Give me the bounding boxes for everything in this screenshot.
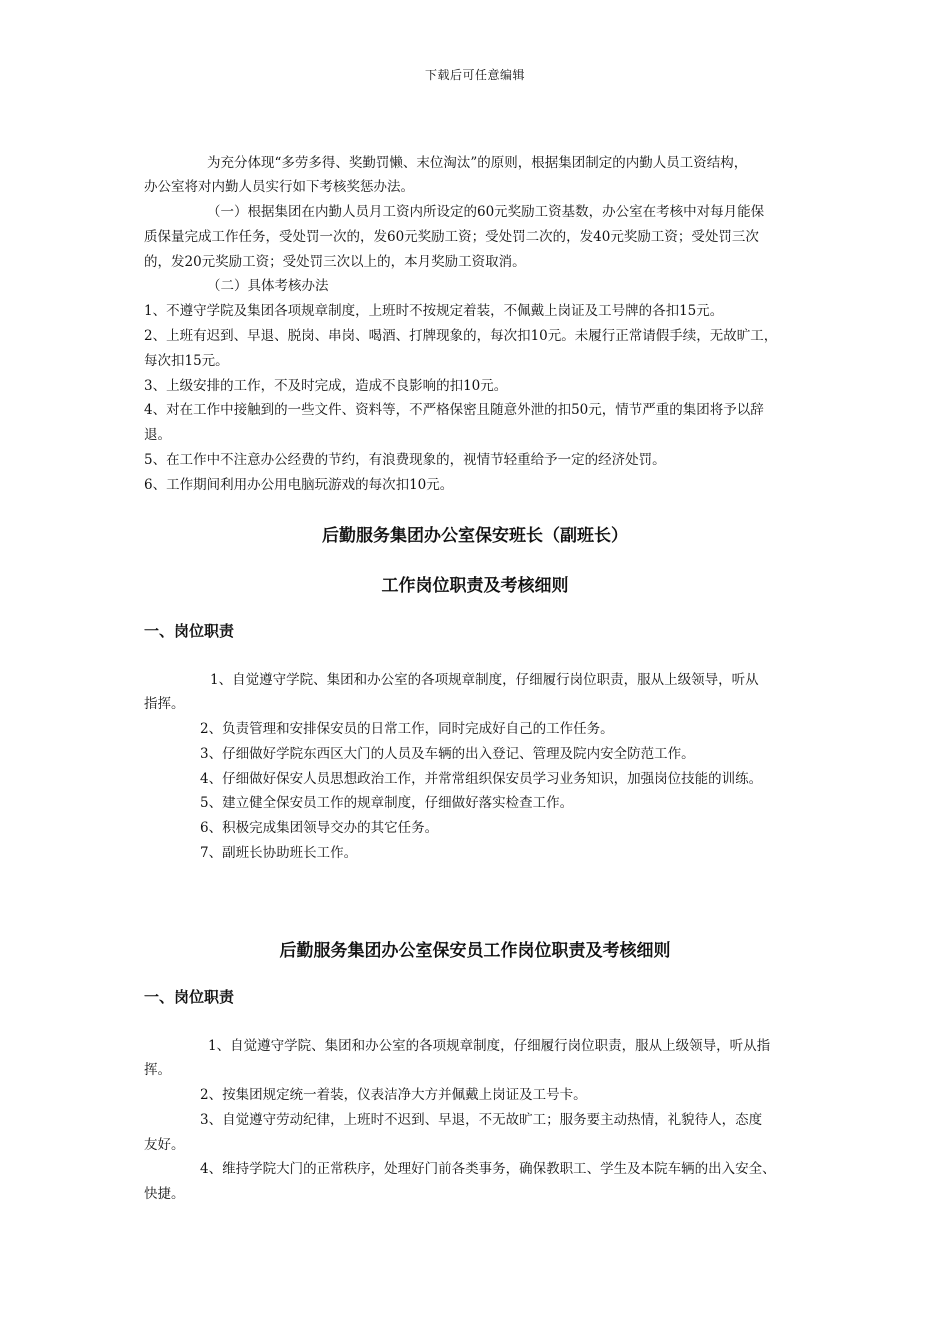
- section-heading: 一、岗位职责: [144, 622, 235, 640]
- list-item: 7、副班长协助班长工作。: [200, 845, 358, 861]
- clause-1-line-3: 的，发20元奖励工资；受处罚三次以上的，本月奖励工资取消。: [144, 254, 526, 270]
- list-item: 每次扣15元。: [144, 353, 229, 369]
- list-item: 3、自觉遵守劳动纪律，上班时不迟到、早退，不无故旷工；服务要主动热情，礼貌待人，态度: [200, 1112, 763, 1128]
- list-item: 4、对在工作中接触到的一些文件、资料等，不严格保密且随意外泄的扣50元，情节严重的集团将予以辞: [144, 402, 764, 418]
- list-item: 4、仔细做好保安人员思想政治工作，并常常组织保安员学习业务知识，加强岗位技能的训练。: [200, 771, 763, 787]
- list-item: 5、建立健全保安员工作的规章制度，仔细做好落实检查工作。: [200, 795, 574, 811]
- list-item: 3、仔细做好学院东西区大门的人员及车辆的出入登记、管理及院内安全防范工作。: [200, 746, 695, 762]
- list-item: 2、负责管理和安排保安员的日常工作，同时完成好自己的工作任务。: [200, 721, 614, 737]
- list-item: 2、上班有迟到、早退、脱岗、串岗、喝酒、打牌现象的，每次扣10元。未履行正常请假手续，无故旷工，: [144, 328, 778, 344]
- section-title-line-2: 工作岗位职责及考核细则: [381, 576, 569, 596]
- list-item: 1、不遵守学院及集团各项规章制度，上班时不按规定着装，不佩戴上岗证及工号牌的各扣15元。: [144, 303, 724, 319]
- list-item: 退。: [144, 427, 171, 443]
- section-title-line-1: 后勤服务集团办公室保安班长（副班长）: [322, 526, 628, 546]
- list-item: 1、自觉遵守学院、集团和办公室的各项规章制度，仔细履行岗位职责，服从上级领导，听从指: [208, 1038, 771, 1054]
- list-item: 6、积极完成集团领导交办的其它任务。: [200, 820, 439, 836]
- intro-paragraph-line-2: 办公室将对内勤人员实行如下考核奖惩办法。: [144, 179, 414, 195]
- list-item: 挥。: [144, 1062, 171, 1078]
- list-item: 5、在工作中不注意办公经费的节约，有浪费现象的，视情节轻重给予一定的经济处罚。: [144, 452, 666, 468]
- list-item: 4、维持学院大门的正常秩序，处理好门前各类事务，确保教职工、学生及本院车辆的出入安全、: [200, 1161, 776, 1177]
- section-title: 后勤服务集团办公室保安员工作岗位职责及考核细则: [279, 941, 671, 961]
- list-item: 1、自觉遵守学院、集团和办公室的各项规章制度，仔细履行岗位职责，服从上级领导，听从: [210, 672, 759, 688]
- clause-2-heading: （二）具体考核办法: [207, 278, 329, 294]
- list-item: 2、按集团规定统一着装，仪表洁净大方并佩戴上岗证及工号卡。: [200, 1087, 587, 1103]
- list-item: 指挥。: [144, 696, 185, 712]
- list-item: 3、上级安排的工作，不及时完成，造成不良影响的扣10元。: [144, 378, 508, 394]
- section-heading: 一、岗位职责: [144, 988, 235, 1006]
- intro-paragraph-line-1: 为充分体现“多劳多得、奖勤罚懒、末位淘汰”的原则，根据集团制定的内勤人员工资结构，: [207, 155, 748, 171]
- list-item: 6、工作期间利用办公用电脑玩游戏的每次扣10元。: [144, 477, 454, 493]
- page-header: 下载后可任意编辑: [424, 68, 525, 82]
- list-item: 友好。: [144, 1137, 185, 1153]
- clause-1-line-2: 质保量完成工作任务，受处罚一次的，发60元奖励工资；受处罚二次的，发40元奖励工资；受处罚三次: [144, 229, 759, 245]
- clause-1-line-1: （一）根据集团在内勤人员月工资内所设定的60元奖励工资基数，办公室在考核中对每月能保: [207, 204, 765, 220]
- list-item: 快捷。: [144, 1186, 185, 1202]
